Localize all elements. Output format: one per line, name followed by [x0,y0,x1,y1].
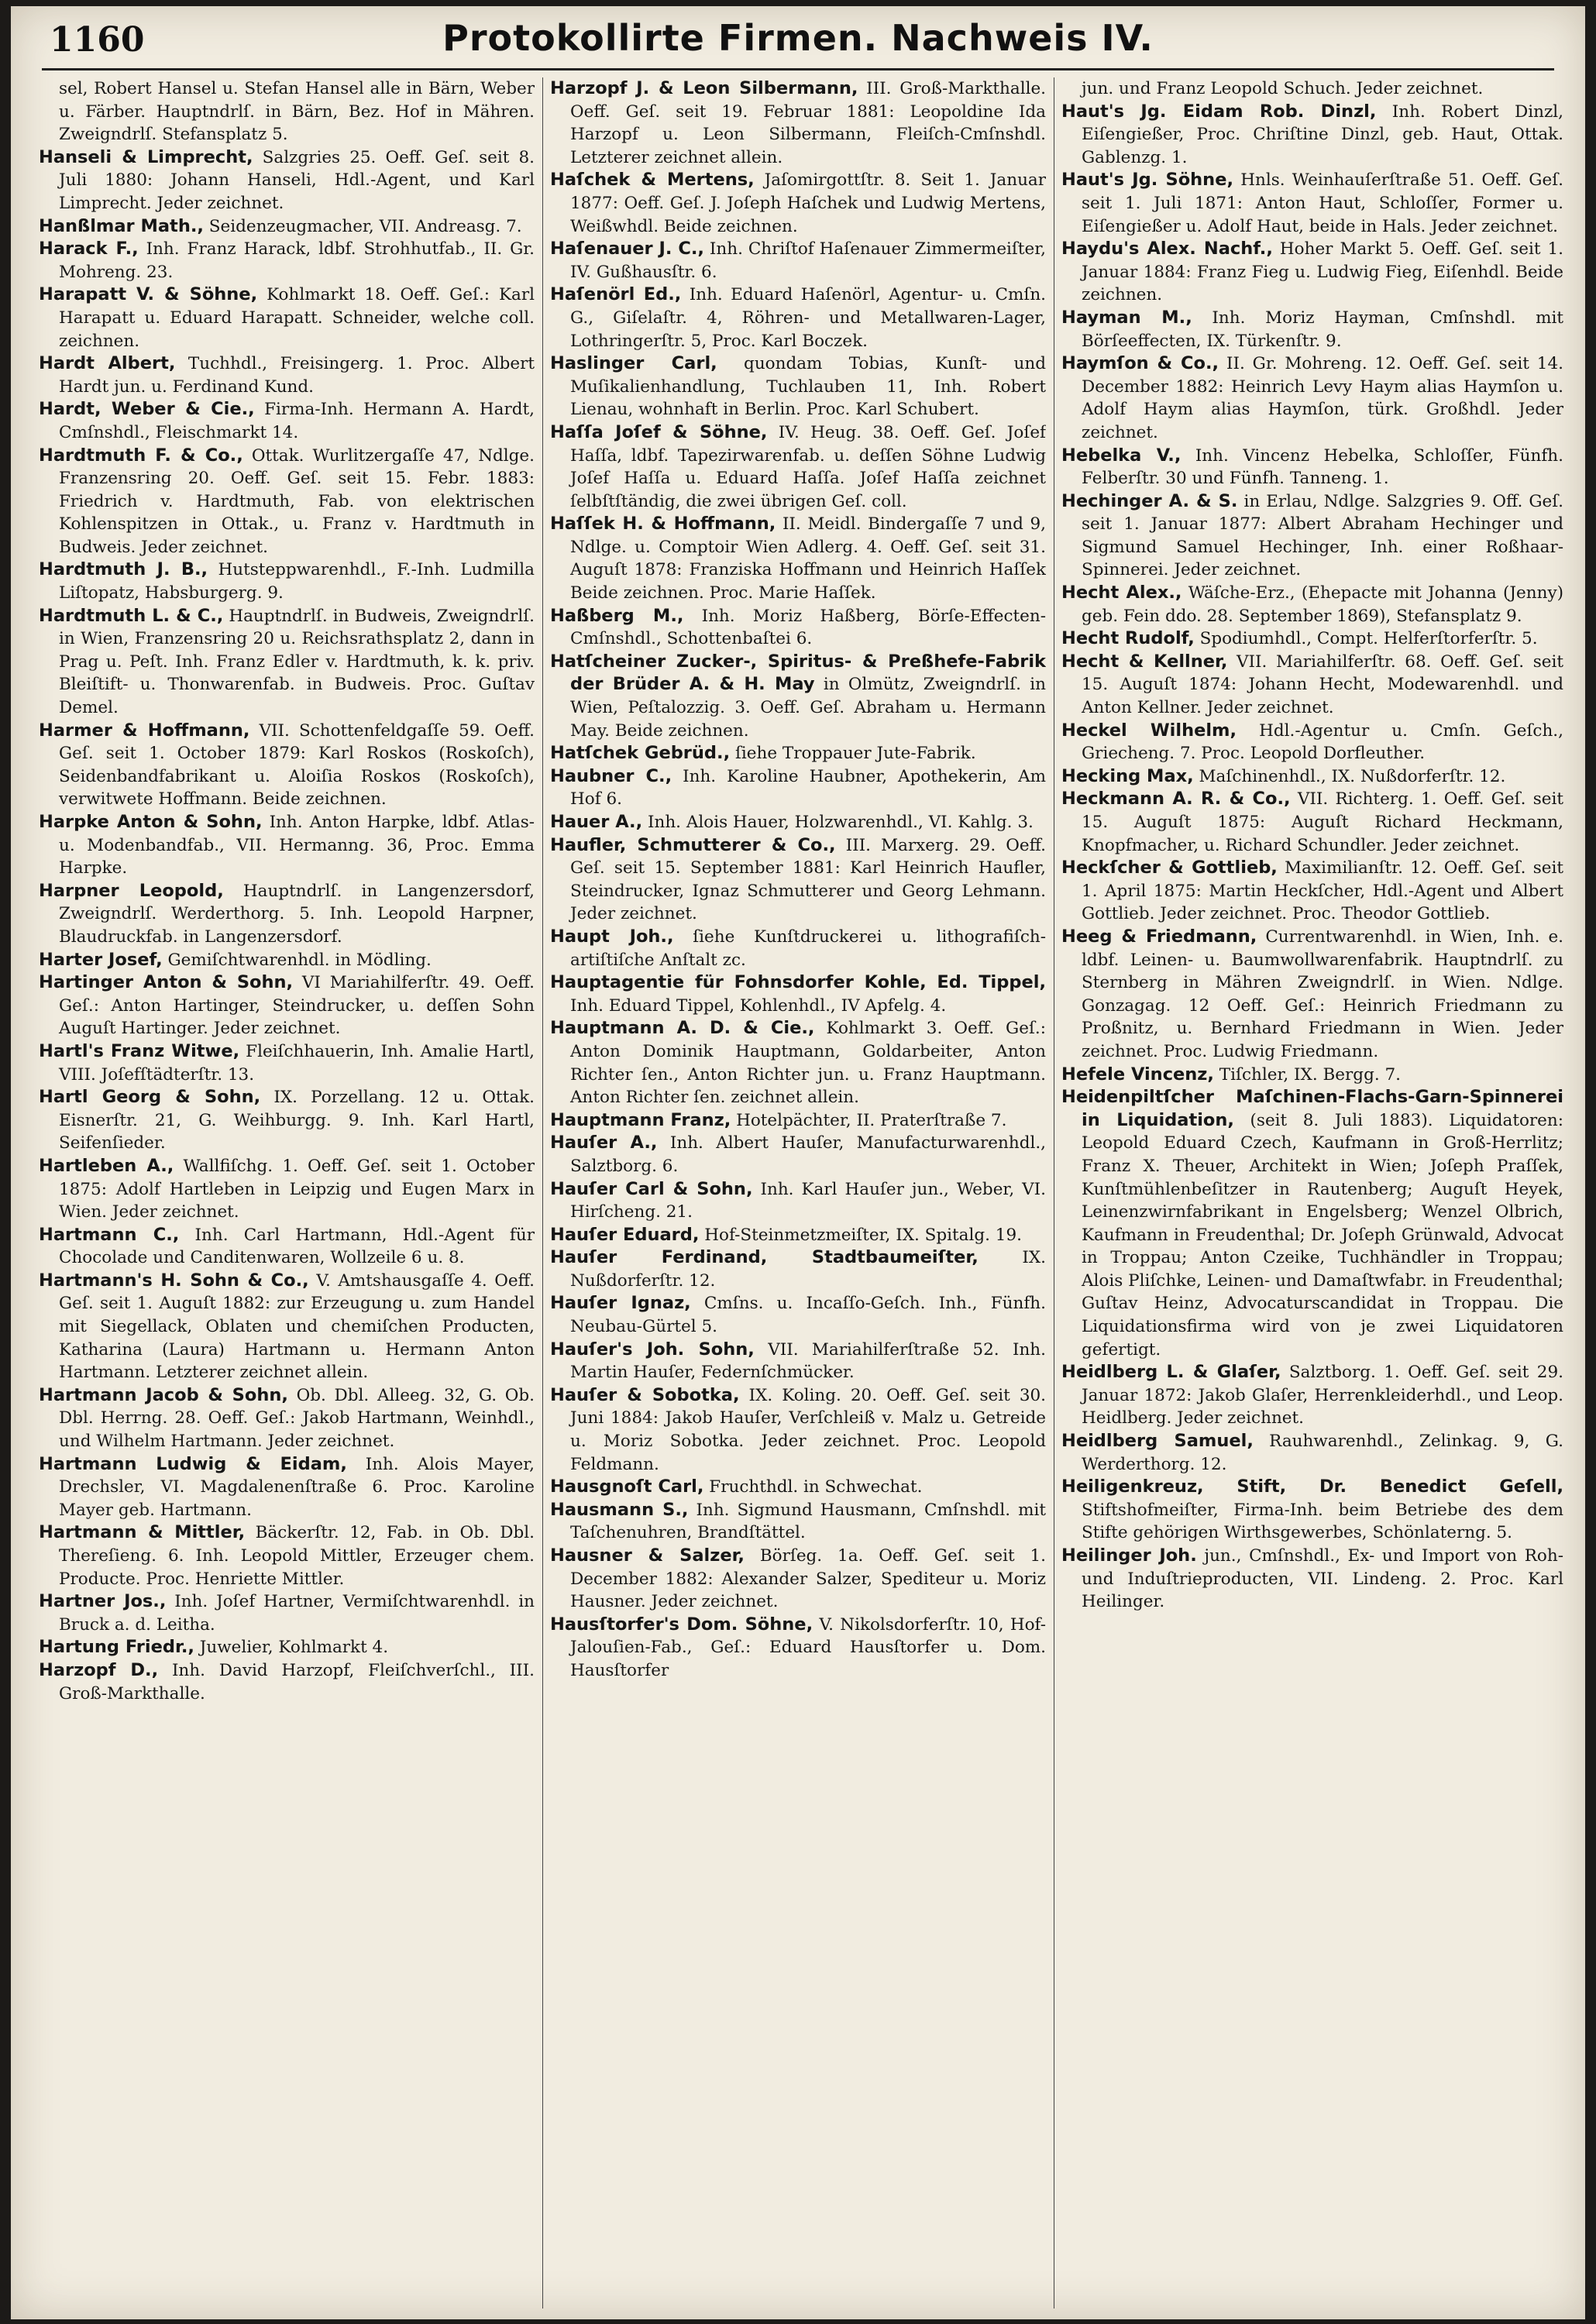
firm-details: Tiſchler, IX. Bergg. 7. [1213,1064,1402,1085]
firm-name: Hecht & Kellner, [1061,651,1228,672]
firm-entry [550,352,1046,421]
firm-name: Haſſa Joſef & Söhne, [550,421,768,442]
firm-entry [1061,1545,1563,1614]
firm-entry [550,605,1046,651]
firm-entry [1061,445,1563,490]
firm-entry [39,146,535,215]
firm-entry [550,1339,1046,1384]
firm-details: Fruchthdl. in Schwechat. [703,1477,923,1497]
firm-name: Hauſer Ferdinand, Stadtbaumeiſter, [550,1247,979,1268]
column-1 [39,77,535,2309]
firm-entry [1061,1064,1563,1087]
firm-name: Hauſer Carl & Sohn, [550,1178,753,1199]
firm-details: Juwelier, Kohlmarkt 4. [194,1638,389,1658]
firm-name: Hartmann Ludwig & Eidam, [39,1453,347,1474]
firm-entry [1061,788,1563,857]
firm-entry [550,811,1046,834]
firm-details: Inh. Karl Hauſer jun., Weber, VI. Hirſcheng. 21. [570,1179,1046,1222]
firm-details: Hof-Steinmetzmeiſter, IX. Spitalg. 19. [699,1225,1022,1245]
firm-entry [39,1086,535,1155]
firm-entry [39,1636,535,1659]
firm-details: Inh. Franz Harack, ldbf. Strohhutfab., II. Gr. Mohreng. 23. [59,239,535,282]
firm-details: VII. Schottenfeldgaſſe 59. Oeff. Geſ. seit 1. October 1879: Karl Roskos (Roskoſch), Seidenbandfabrikant u. Aloiſia Roskos (Roskoſch), verwitwete Hoffmann. Beide zeichnen. [59,720,535,810]
firm-name: Hebelka V., [1061,445,1182,466]
firm-entry [39,1040,535,1086]
firm-name: Haſchek & Mertens, [550,170,755,191]
firm-entry [550,742,1046,765]
columns [39,77,1563,2309]
firm-details: (seit 8. Juli 1883). Liquidatoren: Leopold Eduard Czech, Kaufmann in Groß-Herrlitz; Franz X. Theuer, Architekt in Wien; Joſeph Praſſek, Kunſtmühlenbeſitzer in Rautenberg; Auguſt Heyek, Leinenzwirnfabrikant in Engelsberg; Wenzel Olbrich, Kaufmann in Freudenthal; Dr. Joſeph Grünwald, Advocat in Troppau; Anton Czeike, Tuchhändler in Troppau; Alois Pliſchke, Leinen- und Damaſtwfabr. in Freudenthal; Guſtav Heinz, Advocaturscandidat in Troppau. Die Liquidationsfirma wird von je zwei Liquidatoren gefertigt. [1082,1110,1563,1360]
firm-name: Hauptmann Franz, [550,1109,731,1130]
firm-details: Inh. Joſef Hartner, Vermiſchtwarenhdl. in Bruck a. d. Leitha. [59,1592,535,1635]
firm-details: Hdl.-Agentur u. Cmſn. Geſch., Griecheng. 7. Proc. Leopold Dorfleuther. [1082,720,1563,764]
page-number: 1160 [50,20,145,60]
firm-name: Heckel Wilhelm, [1061,720,1237,741]
firm-details: Inh. David Harzopf, Fleiſchverſchl., III. Groß-Markthalle. [59,1660,535,1703]
firm-entry [1061,857,1563,926]
firm-entry [39,880,535,949]
firm-name: Hartner Jos., [39,1591,167,1612]
firm-name: Haslinger Carl, [550,353,717,374]
firm-entry [39,352,535,398]
firm-name: Hanßlmar Math., [39,215,204,236]
firm-entry [550,1224,1046,1247]
page-header [11,6,1585,68]
firm-details: in Erlau, Ndlge. Salzgries 9. Off. Geſ. seit 1. Januar 1877: Albert Abraham Hechinger und Sigmund Samuel Hechinger, Inh. einer Roßhaar-Spinnerei. Jeder zeichnet. [1082,491,1563,580]
column-3 [1061,77,1563,2309]
firm-entry [39,1384,535,1453]
firm-details: Börſeg. 1a. Oeff. Geſ. seit 1. December 1882: Alexander Salzer, Spediteur u. Moriz Hausner. Jeder zeichnet. [570,1546,1046,1612]
firm-details: III. Marxerg. 29. Oeff. Geſ. seit 15. September 1881: Karl Heinrich Haufler, Steindrucker, Ignaz Schmutterer und Georg Lehmann. Jeder zeichnet. [570,835,1046,924]
firm-entry [1061,307,1563,352]
firm-details: Stiftshofmeiſter, Firma-Inh. beim Betriebe des dem Stifte gehörigen Wirthsgewerbes, Schönlaterng. 5. [1082,1500,1563,1543]
firm-name: Hausmann S., [550,1499,689,1520]
entry-continuation: jun. und Franz Leopold Schuch. Jeder zeichnet. [1082,79,1484,98]
firm-name: Hausgnoſt Carl, [550,1477,704,1497]
firm-entry [550,1109,1046,1133]
firm-name: Heidenpiltſcher Maſchinen-Flachs-Garn-Spinnerei in Liquidation, [1061,1087,1563,1130]
firm-details: Inh. Albert Hauſer, Manufacturwarenhdl., Salztborg. 6. [570,1133,1046,1176]
firm-entry [550,1246,1046,1292]
firm-name: Hecking Max, [1061,765,1194,786]
firm-name: Hartmann C., [39,1224,180,1245]
firm-entry [1061,101,1563,170]
firm-name: Heckmann A. R. & Co., [1061,789,1291,810]
firm-details: IX. Koling. 20. Oeff. Geſ. seit 30. Juni 1884: Jakob Hauſer, Verſchleiß v. Malz u. Getreide u. Moriz Sobotka. Jeder zeichnet. Proc. Leopold Feldmann. [570,1385,1046,1474]
firm-details: Seidenzeugmacher, VII. Andreasg. 7. [203,216,522,236]
firm-details: Wäſche-Erz., (Ehepacte mit Johanna (Jenny) geb. Fein ddo. 28. September 1869), Stefansplatz 9. [1082,583,1563,626]
directory-page [11,6,1585,2319]
firm-details: Wallfiſchg. 1. Oeff. Geſ. seit 1. October 1875: Adolf Hartleben in Leipzig und Eugen Marx in Wien. Jeder zeichnet. [59,1156,535,1222]
firm-entry [39,215,535,239]
firm-entry [550,1476,1046,1499]
firm-details: Ob. Dbl. Alleeg. 32, G. Ob. Dbl. Herrng. 28. Oeff. Geſ.: Jakob Hartmann, Weinhdl., und Wilhelm Hartmann. Jeder zeichnet. [59,1385,535,1452]
firm-entry [39,559,535,604]
firm-details: Hotelpächter, II. Praterſtraße 7. [731,1110,1007,1130]
firm-entry [550,765,1046,811]
firm-name: Haupt Joh., [550,926,674,947]
firm-name: Hardt, Weber & Cie., [39,399,255,420]
column-2 [550,77,1046,2309]
firm-name: Harzopf J. & Leon Silbermann, [550,78,858,98]
firm-entry [39,1659,535,1705]
firm-details: Hutsteppwarenhdl., F.-Inh. Ludmilla Liſtopatz, Habsburgerg. 9. [59,560,535,603]
firm-entry [550,834,1046,926]
firm-entry [39,238,535,284]
firm-entry [550,284,1046,352]
firm-entry [550,926,1046,971]
firm-name: Hechinger A. & S. [1061,490,1238,511]
firm-name: Heckſcher & Gottlieb, [1061,858,1278,878]
firm-entry [1061,651,1563,720]
firm-details: Currentwarenhdl. in Wien, Inh. e. ldbf. Leinen- u. Baumwollwarenfabrik. Hauptndrlſ. zu Sternberg in Mähren Zweigndrlſ. in Wien. Ndlge. Gonzagag. 12 Oeff. Geſ.: Heinrich Friedmann zu Proßnitz, u. Bernhard Friedmann in Wien. Jeder zeichnet. Proc. Ludwig Friedmann. [1082,927,1563,1061]
firm-name: Haut's Jg. Söhne, [1061,170,1234,191]
firm-name: Hauſer's Joh. Sohn, [550,1339,755,1360]
firm-name: Heidlberg L. & Glaſer, [1061,1362,1281,1383]
firm-details: Maximilianſtr. 12. Oeff. Geſ. seit 1. April 1875: Martin Heckſcher, Hdl.-Agent und Albert Gottlieb. Jeder zeichnet. Proc. Theodor Gottlieb. [1082,858,1563,924]
firm-name: Heiligenkreuz, Stift, Dr. Benedict Geſell, [1061,1477,1563,1497]
firm-name: Harapatt V. & Söhne, [39,284,258,305]
firm-details: VI Mariahilferſtr. 49. Oeff. Geſ.: Anton Hartinger, Steindrucker, u. deſſen Sohn Auguſt Hartinger. Jeder zeichnet. [59,973,535,1039]
firm-name: Hecht Rudolf, [1061,628,1195,649]
firm-details: Cmſns. u. Incaſſo-Geſch. Inh., Fünfh. Neubau-Gürtel 5. [570,1294,1046,1337]
firm-details: Salzgries 25. Oeff. Geſ. seit 8. Juli 1880: Johann Hanseli, Hdl.-Agent, und Karl Limprecht. Jeder zeichnet. [59,147,535,213]
firm-entry [550,169,1046,238]
firm-details: Inh. Eduard Haſenörl, Agentur- u. Cmſn. G., Giſelaſtr. 4, Röhren- und Metallwaren-Lager, Lothringerſtr. 5, Proc. Karl Boczek. [570,285,1046,351]
firm-entry [550,421,1046,513]
firm-entry [1061,582,1563,627]
firm-details: VII. Mariahilferſtr. 68. Oeff. Geſ. seit 15. Auguſt 1874: Johann Hecht, Modewarenhdl. und Anton Kellner. Jeder zeichnet. [1082,651,1563,718]
firm-entry [550,1132,1046,1177]
firm-name: Haſenörl Ed., [550,284,682,305]
firm-details: Inh. Vincenz Hebelka, Schloſſer, Fünfh. Felberſtr. 30 und Fünfh. Tanneng. 1. [1082,445,1563,489]
firm-entry [1061,926,1563,1064]
firm-name: Hartung Friedr., [39,1637,194,1658]
firm-entry [39,445,535,559]
firm-name: Hardtmuth L. & C., [39,605,224,626]
firm-entry [550,651,1046,742]
firm-name: Hayman M., [1061,307,1192,328]
firm-details: Maſchinenhdl., IX. Nußdorferſtr. 12. [1193,766,1506,786]
firm-details: Inh. Chriſtof Haſenauer Zimmermeiſter, IV. Gußhausſtr. 6. [570,239,1046,282]
firm-entry [550,1178,1046,1224]
firm-name: Haubner C., [550,765,672,786]
firm-details: Spodiumhdl., Compt. Helferſtorferſtr. 5. [1194,629,1538,649]
firm-name: Hauſer Eduard, [550,1224,700,1245]
firm-entry [550,238,1046,284]
firm-name: Hecht Alex., [1061,583,1182,603]
firm-details: ſiehe Kunſtdruckerei u. lithografiſch-artiſtiſche Anſtalt zc. [570,927,1046,970]
firm-name: Harter Josef, [39,949,163,970]
firm-entry [39,398,535,444]
firm-entry [1061,169,1563,238]
firm-name: Hardtmuth F. & Co., [39,445,243,466]
firm-details: IV. Heug. 38. Oeff. Geſ. Joſef Haſſa, ldbf. Tapezirwarenfab. u. deſſen Söhne Ludwig Joſef Haſſa u. Eduard Haſſa. Joſef Haſſa zeichnet ſelbſtſtändig, die zwei übrigen Geſ. coll. [570,422,1046,511]
firm-entry [39,949,535,972]
firm-details: Inh. Carl Hartmann, Hdl.-Agent für Chocolade und Canditenwaren, Wollzeile 6 u. 8. [59,1225,535,1268]
firm-details: Hnls. Weinhauſerſtraße 51. Oeff. Geſ. seit 1. Juli 1871: Anton Haut, Schloſſer, Former u. Eiſengießer u. Adolf Haut, beide in Hals. Jeder zeichnet. [1082,170,1563,236]
firm-name: Hartmann & Mittler, [39,1522,246,1543]
firm-entry [39,284,535,352]
firm-entry [550,1292,1046,1338]
firm-details: Inh. Moriz Haßberg, Börſe-Effecten-Cmſnshdl., Schottenbaſtei 6. [570,606,1046,649]
firm-name: Hauſer & Sobotka, [550,1384,740,1405]
firm-entry [39,1453,535,1522]
firm-name: Hartleben A., [39,1155,174,1176]
firm-details: in Olmütz, Zweigndrlſ. in Wien, Peſtalozzig. 3. Oeff. Geſ. Abraham u. Hermann May. Beide zeichnen. [570,675,1046,741]
firm-entry [39,811,535,880]
firm-name: Heeg & Friedmann, [1061,926,1257,947]
firm-details: jun., Cmſnshdl., Ex- und Import von Roh- und Induſtrieproducten, VII. Lindeng. 2. Proc. Karl Heilinger. [1082,1546,1563,1612]
firm-entry [39,971,535,1040]
firm-name: Haut's Jg. Eidam Rob. Dinzl, [1061,101,1377,122]
firm-entry [550,77,1046,169]
firm-name: Hartmann Jacob & Sohn, [39,1384,288,1405]
firm-entry [39,1270,535,1384]
firm-name: Harpner Leopold, [39,880,224,901]
firm-name: Hanseli & Limprecht, [39,146,253,167]
firm-name: Harpke Anton & Sohn, [39,812,263,832]
firm-entry [1061,1476,1563,1545]
firm-entry [39,1590,535,1636]
firm-entry [1061,1430,1563,1476]
firm-details: Bäckerſtr. 12, Fab. in Ob. Dbl. Thereſieng. 6. Inh. Leopold Mittler, Erzeuger chem. Producte. Proc. Henriette Mittler. [59,1523,535,1589]
firm-entry [550,1499,1046,1545]
firm-entry [39,1224,535,1270]
firm-entry [550,1384,1046,1476]
firm-name: Hartl's Franz Witwe, [39,1040,240,1061]
firm-entry [1061,238,1563,307]
firm-details: II. Meidl. Bindergaſſe 7 und 9, Ndlge. u. Comptoir Wien Adlerg. 4. Oeff. Geſ. seit 31. Auguſt 1878: Franziska Hoffmann und Heinrich Haſſek Beide zeichnen. Proc. Marie Haſſek. [570,514,1046,603]
firm-details: Kohlmarkt 18. Oeff. Geſ.: Karl Harapatt u. Eduard Harapatt. Schneider, welche coll. zeichnen. [59,285,535,351]
firm-entry [1061,627,1563,651]
firm-details: IX. Porzellang. 12 u. Ottak. Eisnerſtr. 21, G. Weihburgg. 9. Inh. Karl Hartl, Seifenſieder. [59,1088,535,1153]
firm-name: Hauer A., [550,812,643,832]
firm-name: Hartl Georg & Sohn, [39,1087,261,1108]
running-title: Protokollirte Firmen. Nachweis IV. [442,17,1154,59]
firm-entry [39,1521,535,1590]
firm-name: Haufler, Schmutterer & Co., [550,834,836,855]
firm-name: Hauptagentie für Fohnsdorfer Kohle, Ed. Tippel, [550,972,1046,993]
firm-details: Ottak. Wurlitzergaſſe 47, Ndlge. Franzensring 20. Oeff. Geſ. seit 15. Febr. 1883: Friedrich v. Hardtmuth, Fab. von elektrischen Kohlenspitzen in Ottak., u. Franz v. Hardtmuth in Budweis. Jeder zeichnet. [59,445,535,557]
firm-entry [39,605,535,720]
firm-name: Hauſer A., [550,1133,658,1153]
entry-continuation: sel, Robert Hansel u. Stefan Hansel alle in Bärn, Weber u. Färber. Hauptndrlſ. in Bärn, Bez. Hof in Mähren. Zweigndrlſ. Stefansplatz 5. [59,79,535,145]
firm-details: VII. Richterg. 1. Oeff. Geſ. seit 15. Auguſt 1875: Auguſt Richard Heckmann, Knopfmacher, u. Richard Schundler. Jeder zeichnet. [1082,789,1563,855]
firm-name: Hartinger Anton & Sohn, [39,972,294,993]
firm-name: Haßberg M., [550,605,684,626]
firm-name: Hausner & Salzer, [550,1545,745,1566]
firm-entry [550,971,1046,1017]
firm-name: Hartmann's H. Sohn & Co., [39,1270,309,1291]
firm-name: Harzopf D., [39,1659,159,1680]
firm-name: Hauſer Ignaz, [550,1293,691,1314]
column-divider [542,77,543,2309]
firm-entry [550,1545,1046,1614]
firm-details: V. Amtshausgaſſe 4. Oeff. Geſ. seit 1. Auguſt 1882: zur Erzeugung u. zum Handel mit Siegellack, Oblaten und chemiſchen Producten, Katharina (Laura) Hartmann u. Hermann Anton Hartmann. Letzterer zeichnet allein. [59,1270,535,1383]
firm-name: Heidlberg Samuel, [1061,1431,1254,1452]
firm-details: II. Gr. Mohreng. 12. Oeff. Geſ. seit 14. December 1882: Heinrich Levy Haym alias Haymſon u. Adolf Haym alias Haymſon, türk. Großhdl. Jeder zeichnet. [1082,354,1563,442]
firm-name: Hauptmann A. D. & Cie., [550,1018,815,1039]
firm-entry [550,513,1046,604]
firm-details: Hauptndrlſ. in Langenzersdorf, Zweigndrlſ. Werderthorg. 5. Inh. Leopold Harpner, Blaudruckfab. in Langenzersdorf. [59,881,535,947]
firm-details: ſiehe Troppauer Jute-Fabrik. [730,744,976,764]
firm-details: Gemiſchtwarenhdl. in Mödling. [162,950,432,970]
firm-entry [1061,1361,1563,1430]
firm-details: Kohlmarkt 3. Oeff. Geſ.: Anton Dominik Hauptmann, Goldarbeiter, Anton Richter ſen., Anton Richter jun. u. Franz Hauptmann. Anton Richter ſen. zeichnet allein. [570,1019,1046,1108]
firm-details: Inh. Alois Mayer, Drechsler, VI. Magdalenenſtraße 6. Proc. Karoline Mayer geb. Hartmann. [59,1454,535,1520]
firm-entry [550,1017,1046,1109]
firm-name: Haymſon & Co., [1061,353,1219,374]
firm-name: Hausſtorfer's Dom. Söhne, [550,1614,813,1635]
firm-details: V. Nikolsdorferſtr. 10, Hof-Jalouſien-Fab., Geſ.: Eduard Hausſtorfer u. Dom. Hausſtorfer [570,1614,1046,1680]
firm-name: Hardt Albert, [39,353,176,374]
firm-details: IX. Nußdorferſtr. 12. [570,1248,1046,1291]
firm-details: Salztborg. 1. Oeff. Geſ. seit 29. Januar 1872: Jakob Glaſer, Herrenkleiderhdl., und Leop. Heidlberg. Jeder zeichnet. [1082,1363,1563,1428]
firm-details: Inh. Anton Harpke, ldbf. Atlas- u. Modenbandfab., VII. Hermanng. 36, Proc. Emma Harpke. [59,813,535,878]
firm-details: Inh. Sigmund Hausmann, Cmſnshdl. mit Taſchenuhren, Brandſtättel. [570,1500,1046,1543]
firm-name: Haſſek H. & Hoffmann, [550,514,776,535]
header-rule [42,68,1554,70]
firm-entry [1061,490,1563,582]
firm-entry [1061,352,1563,444]
firm-details: VII. Mariahilferſtraße 52. Inh. Martin Hauſer, Federnſchmücker. [570,1339,1046,1383]
firm-details: Firma-Inh. Hermann A. Hardt, Cmſnshdl., Fleischmarkt 14. [59,400,535,442]
firm-details: Rauhwarenhdl., Zelinkag. 9, G. Werderthorg. 12. [1082,1432,1563,1474]
firm-details: Jaſomirgottſtr. 8. Seit 1. Januar 1877: Oeff. Geſ. J. Joſeph Haſchek und Ludwig Mertens, Weißwhdl. Beide zeichnen. [570,170,1046,236]
firm-details: Inh. Alois Hauer, Holzwarenhdl., VI. Kahlg. 3. [642,813,1034,832]
firm-entry [39,1155,535,1224]
firm-name: Hatſcheiner Zucker-, Spiritus- & Preßhefe-Fabrik der Brüder A. & H. May [550,651,1046,695]
firm-details: Fleiſchhauerin, Inh. Amalie Hartl, VIII. Joſefſtädterſtr. 13. [59,1041,535,1085]
firm-details: Inh. Karoline Haubner, Apothekerin, Am Hof 6. [570,766,1046,810]
firm-entry [1061,720,1563,765]
firm-name: Hatſchek Gebrüd., [550,743,731,764]
firm-entry [1061,1086,1563,1361]
firm-details: Inh. Moriz Hayman, Cmſnshdl. mit Börſeeffecten, IX. Türkenſtr. 9. [1082,308,1563,351]
firm-details: Hauptndrlſ. in Budweis, Zweigndrlſ. in Wien, Franzensring 20 u. Reichsrathsplatz 2, dann in Prag u. Peſt. Inh. Franz Edler v. Hardtmuth, k. k. priv. Bleiſtift- u. Thonwarenfab. in Budweis. Proc. Guſtav Demel. [59,606,535,718]
firm-name: Haſenauer J. C., [550,239,704,260]
firm-name: Heilinger Joh. [1061,1545,1197,1566]
firm-name: Hardtmuth J. B., [39,559,208,580]
firm-entry [1061,765,1563,789]
firm-details: Inh. Eduard Tippel, Kohlenhdl., IV Apfelg. 4. [570,995,947,1016]
firm-details: Tuchhdl., Freisingerg. 1. Proc. Albert Hardt jun. u. Ferdinand Kund. [59,354,535,397]
firm-details: Hoher Markt 5. Oeff. Geſ. seit 1. Januar 1884: Franz Fieg u. Ludwig Fieg, Eiſenhdl. Beide zeichnen. [1082,239,1563,305]
firm-entry [550,1614,1046,1683]
firm-details: quondam Tobias, Kunſt- und Muſikalienhandlung, Tuchlauben 11, Inh. Robert Lienau, wohnhaft in Berlin. Proc. Karl Schubert. [570,354,1046,420]
firm-name: Haydu's Alex. Nachf., [1061,239,1273,260]
firm-name: Harmer & Hoffmann, [39,720,250,741]
firm-name: Harack F., [39,239,139,260]
firm-entry [39,720,535,811]
firm-details: Inh. Robert Dinzl, Eiſengießer, Proc. Chriſtine Dinzl, geb. Haut, Ottak. Gablenzg. 1. [1082,101,1563,167]
firm-name: Hefele Vincenz, [1061,1064,1214,1085]
firm-details: III. Groß-Markthalle. Oeff. Geſ. seit 19. Februar 1881: Leopoldine Ida Harzopf u. Leon Silbermann, Fleiſch-Cmſnshdl. Letzterer zeichnet allein. [570,79,1046,167]
